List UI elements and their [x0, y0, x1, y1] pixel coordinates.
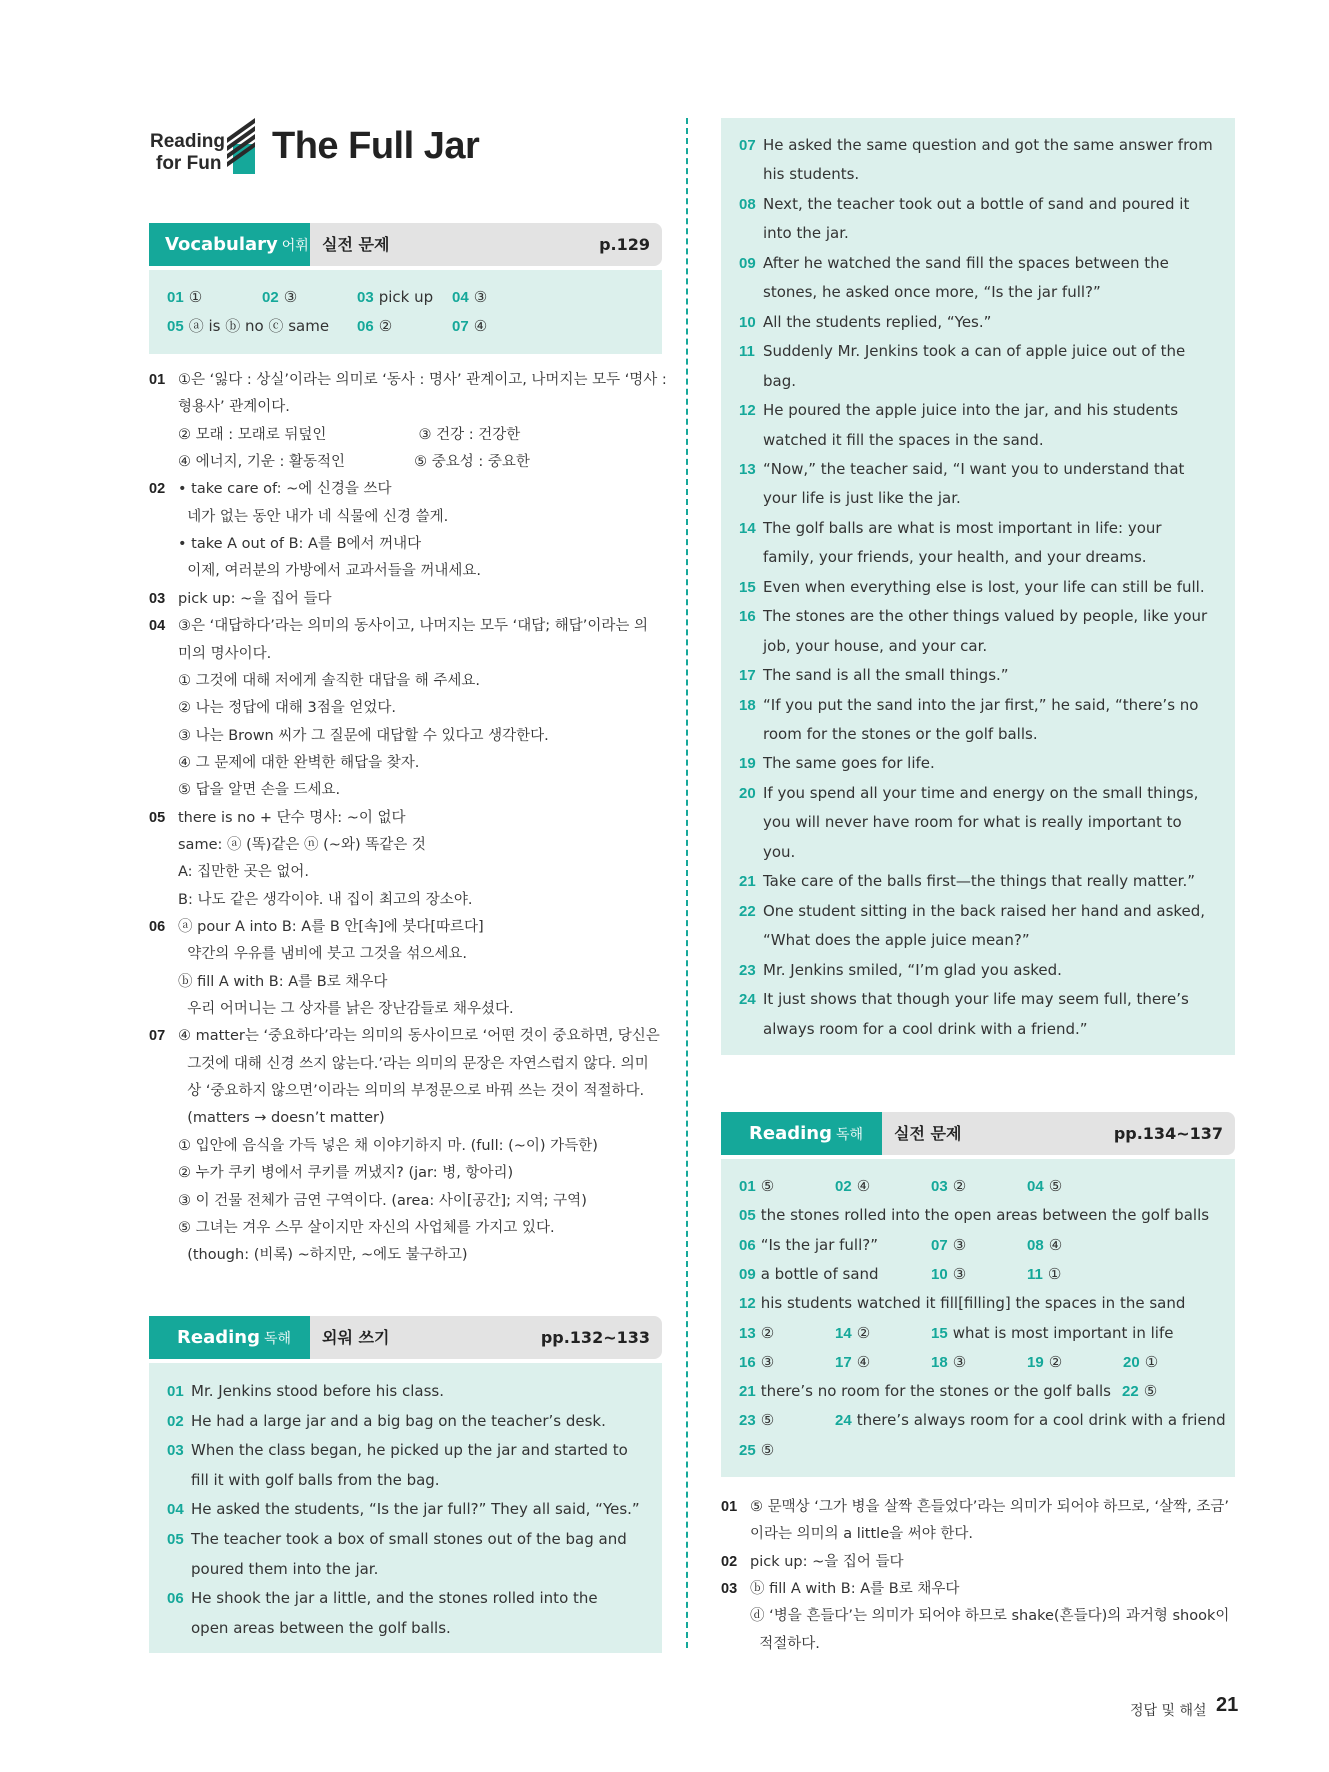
logo-stripes-icon	[225, 118, 259, 176]
column-divider	[686, 118, 688, 1648]
sentence-text: you.	[763, 842, 796, 861]
answer-row	[167, 283, 667, 312]
explanation-number: 03	[149, 590, 166, 607]
answer-text: ③	[952, 1235, 967, 1254]
answer-text: ②	[760, 1323, 775, 1342]
logo-line1: Reading	[150, 131, 225, 152]
sentence-number: 02	[167, 1412, 184, 1430]
sentence-text: Even when everything else is lost, your life can still be full.	[763, 577, 1205, 596]
answer-item	[931, 1172, 966, 1201]
answer-text: ⑤	[1143, 1382, 1158, 1401]
answer-item	[931, 1231, 966, 1260]
answer-text: ④	[1048, 1235, 1063, 1254]
explanation-text: 약간의 우유를 냄비에 붓고 그것을 섞으세요.	[178, 946, 467, 963]
explanation-text: • take care of: ~에 신경을 쓰다	[178, 481, 392, 498]
answer-row	[739, 1436, 1239, 1465]
explanation-text: 우리 어머니는 그 상자를 낡은 장난감들로 채우셨다.	[178, 1001, 514, 1018]
vocab-page-ref: p.129	[599, 235, 650, 254]
sentence-text: job, your house, and your car.	[763, 636, 988, 655]
explanation-number: 01	[149, 372, 166, 388]
answer-number: 02	[262, 289, 279, 306]
footer-page-number: 21	[1216, 1694, 1239, 1716]
vocab-tab-label: Vocabulary	[165, 234, 278, 255]
answer-number: 01	[739, 1178, 756, 1195]
sentence-number: 09	[739, 254, 756, 272]
answer-item	[739, 1406, 774, 1435]
sentence-text: Take care of the balls first—the things that really matter.”	[763, 872, 1195, 891]
answer-number: 21	[739, 1383, 756, 1401]
explanation-text: 적절하다.	[750, 1635, 820, 1652]
sentence-number: 05	[167, 1531, 184, 1548]
sentence-text: The same goes for life.	[763, 754, 935, 773]
sentence-text: He had a large jar and a big bag on the teacher’s desk.	[191, 1411, 606, 1430]
sentence-text: room for the stones or the golf balls.	[763, 725, 1038, 743]
sentence-text: “What does the apple juice mean?”	[763, 931, 1030, 950]
answer-row	[739, 1377, 1239, 1406]
answer-item	[739, 1289, 1185, 1318]
logo-line2: for Fun	[156, 153, 222, 174]
sentence-text: “Now,” the teacher said, “I want you to understand that	[763, 459, 1185, 478]
sentence-text: The sand is all the small things.”	[763, 666, 1009, 685]
sentence-number: 10	[739, 313, 756, 331]
explanation-text: ① 입안에 음식을 가득 넣은 채 이야기하지 마. (full: (~이) 가득한)	[178, 1137, 598, 1154]
answer-item	[167, 312, 329, 341]
explanation-text: ⑤ 답을 알면 손을 드세요.	[178, 782, 341, 799]
answer-item	[1027, 1348, 1062, 1377]
explanation-text: ② 모래 : 모래로 뒤덮인 ③ 건강 : 건강한	[178, 426, 521, 443]
sentence-number: 17	[739, 667, 756, 685]
explanation-text: 그것에 대해 신경 쓰지 않는다.’라는 의미의 문장은 자연스럽지 않다. 의미	[178, 1055, 649, 1072]
explanation-text: ④ 그 문제에 대한 완벽한 해답을 찾자.	[178, 754, 420, 771]
answer-row	[739, 1319, 1239, 1348]
answer-number: 14	[835, 1324, 852, 1342]
sentence-number: 23	[739, 961, 756, 979]
answer-row	[739, 1172, 1239, 1201]
answer-number: 04	[452, 289, 469, 306]
answer-row	[739, 1289, 1239, 1318]
answer-item	[167, 283, 202, 312]
answer-number: 06	[739, 1236, 756, 1254]
sentence-text: your life is just like the jar.	[763, 489, 961, 508]
answer-item	[1122, 1377, 1157, 1406]
sentence-number: 14	[739, 519, 756, 537]
vocab-subtitle: 실전 문제	[322, 235, 390, 254]
explanation-number: 04	[149, 618, 166, 635]
explanation-text: ② 누가 쿠키 병에서 쿠키를 꺼냈지? (jar: 병, 항아리)	[178, 1165, 514, 1182]
explanation-text: ③ 이 건물 전체가 금연 구역이다. (area: 사이[공간]; 지역; 구역)	[178, 1192, 587, 1209]
explanation-number: 02	[149, 481, 166, 498]
sentence-text: It just shows that though your life may seem full, there’s	[763, 990, 1189, 1009]
answer-text: ③	[760, 1352, 775, 1371]
answer-row	[739, 1201, 1239, 1230]
answer-number: 15	[931, 1324, 948, 1342]
answer-row	[739, 1406, 1239, 1435]
reading-tab-ko: 독해	[835, 1127, 864, 1143]
explanation-text: pick up: ~을 집어 들다	[178, 590, 332, 607]
answer-item	[835, 1406, 1226, 1435]
explanation-text: A: 집만한 곳은 없어.	[178, 864, 310, 881]
sentence-number: 13	[739, 460, 756, 478]
answer-row	[739, 1231, 1239, 1260]
explanation-text: same: ⓐ (똑)같은 ⓝ (~와) 똑같은 것	[178, 836, 426, 853]
sentence-text: The stones are the other things valued by people, like your	[763, 607, 1208, 626]
answer-number: 08	[1027, 1236, 1044, 1254]
answer-text: ⑤	[760, 1411, 775, 1430]
sentence-text: stones, he asked once more, “Is the jar full?”	[763, 283, 1101, 302]
answer-item	[1027, 1231, 1062, 1260]
sentence-text: He shook the jar a little, and the stones rolled into the	[191, 1589, 598, 1608]
answer-number: 16	[739, 1353, 756, 1371]
answer-item	[835, 1172, 870, 1201]
answer-text: there’s no room for the stones or the golf balls	[760, 1382, 1111, 1401]
answer-row	[739, 1348, 1239, 1377]
sentence-text: you will never have room for what is really important to	[763, 813, 1182, 832]
answer-text: ②	[856, 1323, 871, 1342]
answer-text: ①	[1047, 1264, 1062, 1283]
answer-number: 11	[1027, 1265, 1043, 1283]
sentence-text: Mr. Jenkins stood before his class.	[191, 1382, 445, 1400]
answer-item	[739, 1201, 1209, 1230]
sentence-text: All the students replied, “Yes.”	[763, 312, 992, 331]
answer-item	[1027, 1260, 1061, 1289]
answer-row	[167, 312, 667, 341]
sentence-text: Next, the teacher took out a bottle of sand and poured it	[763, 194, 1190, 213]
sentence-number: 16	[739, 608, 756, 626]
answer-text: ⓐ is ⓑ no ⓒ same	[188, 317, 330, 335]
writing-tab	[149, 1316, 310, 1359]
sentence-number: 24	[739, 991, 756, 1009]
answer-number: 18	[931, 1353, 948, 1371]
writing-tab-ko: 독해	[263, 1331, 292, 1347]
sentence-text: He poured the apple juice into the jar, and his students	[763, 401, 1179, 420]
explanation-text: (matters → doesn’t matter)	[178, 1110, 385, 1127]
answer-text: ②	[1048, 1352, 1063, 1371]
answer-text: ④	[856, 1177, 871, 1195]
explanation-text: pick up: ~을 집어 들다	[750, 1553, 904, 1570]
explanation-text: there is no + 단수 명사: ~이 없다	[178, 809, 406, 826]
answer-item	[739, 1231, 878, 1260]
answer-text: ①	[1144, 1352, 1159, 1371]
explanation-text: ⓐ pour A into B: A를 B 안[속]에 붓다[따르다]	[178, 919, 484, 935]
explanation-number: 06	[149, 919, 166, 935]
answer-item	[931, 1348, 966, 1377]
answer-number: 03	[931, 1178, 948, 1195]
answer-item	[739, 1377, 1111, 1406]
sentence-number: 03	[167, 1442, 184, 1460]
answer-number: 25	[739, 1441, 756, 1459]
explanation-text: ④ matter는 ‘중요하다’라는 의미의 동사이므로 ‘어떤 것이 중요하면, 당신은	[178, 1028, 660, 1045]
answer-text: ①	[188, 288, 203, 306]
explanation-text: • take A out of B: A를 B에서 꺼내다	[178, 536, 422, 553]
answer-text: ⑤	[760, 1440, 775, 1459]
sentence-text: Mr. Jenkins smiled, “I’m glad you asked.	[763, 960, 1062, 979]
sentence-text: poured them into the jar.	[191, 1559, 379, 1578]
sentence-number: 08	[739, 195, 756, 213]
explanation-number: 02	[721, 1553, 738, 1570]
answer-number: 09	[739, 1265, 756, 1283]
answer-item	[739, 1260, 879, 1289]
answer-number: 06	[357, 318, 374, 335]
answer-number: 04	[1027, 1178, 1044, 1195]
answer-number: 07	[452, 318, 469, 335]
sentence-text: into the jar.	[763, 224, 849, 243]
reading-section-header	[721, 1112, 1235, 1155]
sentence-number: 11	[739, 343, 755, 361]
sentence-number: 01	[167, 1383, 184, 1400]
answer-text: a bottle of sand	[760, 1264, 879, 1283]
explanation-number: 05	[149, 809, 166, 826]
sentence-text: open areas between the golf balls.	[191, 1618, 451, 1637]
reading-tab	[721, 1112, 882, 1155]
reading-tab-label: Reading	[749, 1123, 832, 1144]
sentence-text: always room for a cool drink with a friend.”	[763, 1019, 1088, 1038]
explanation-text: ⓓ ‘병을 흔들다’는 의미가 되어야 하므로 shake(흔들다)의 과거형 shook이	[750, 1608, 1230, 1625]
explanation-text: 형용사’ 관계이다.	[178, 399, 290, 416]
explanation-text: ⓑ fill A with B: A를 B로 채우다	[750, 1580, 960, 1597]
answer-item	[835, 1319, 870, 1348]
sentence-number: 06	[167, 1590, 184, 1608]
reading-page-ref: pp.134~137	[1113, 1124, 1223, 1143]
answer-item	[452, 283, 487, 312]
answer-text: his students watched it fill[filling] the spaces in the sand	[760, 1294, 1186, 1313]
explanation-text: 네가 없는 동안 내가 네 식물에 신경 쓸게.	[178, 508, 449, 525]
writing-subtitle: 외워 쓰기	[322, 1328, 390, 1347]
explanation-text: 이제, 여러분의 가방에서 교과서들을 꺼내세요.	[178, 563, 482, 580]
writing-tab-label: Reading	[177, 1327, 260, 1348]
answer-number: 19	[1027, 1353, 1044, 1371]
sentence-text: He asked the students, “Is the jar full?” They all said, “Yes.”	[191, 1500, 640, 1519]
answer-number: 17	[835, 1353, 852, 1371]
answer-number: 20	[1123, 1353, 1140, 1371]
sentence-text: his students.	[763, 165, 860, 184]
writing-section-header	[149, 1316, 662, 1359]
sentence-text: fill it with golf balls from the bag.	[191, 1470, 440, 1489]
writing-page-ref: pp.132~133	[540, 1328, 650, 1347]
explanation-number: 07	[149, 1028, 166, 1045]
answer-text: ②	[378, 317, 393, 335]
sentence-number: 15	[739, 578, 756, 596]
sentence-text: He asked the same question and got the same answer from	[763, 136, 1213, 154]
sentence-number: 21	[739, 873, 756, 891]
sentence-text: One student sitting in the back raised her hand and asked,	[763, 901, 1206, 920]
answer-number: 13	[739, 1324, 756, 1342]
answer-text: the stones rolled into the open areas between the golf balls	[760, 1206, 1210, 1225]
sentence-number: 20	[739, 784, 756, 802]
answer-number: 22	[1122, 1383, 1139, 1401]
explanation-text: (though: (비록) ~하지만, ~에도 불구하고)	[178, 1247, 468, 1264]
explanation-text: ③은 ‘대답하다’라는 의미의 동사이고, 나머지는 모두 ‘대답; 해답’이라는 의	[178, 618, 648, 635]
explanation-text: ①은 ‘잃다 : 상실’이라는 의미로 ‘동사 : 명사’ 관계이고, 나머지는 모두 ‘명사 :	[178, 372, 667, 388]
explanation-number: 03	[721, 1580, 738, 1597]
answer-text: pick up	[378, 288, 434, 306]
answer-row	[739, 1260, 1239, 1289]
answer-text: ③	[283, 288, 298, 306]
answer-item	[739, 1319, 774, 1348]
explanation-text: 미의 명사이다.	[178, 645, 272, 662]
sentence-text: The teacher took a box of small stones out of the bag and	[191, 1530, 627, 1548]
answer-text: ⑤	[1048, 1177, 1063, 1195]
answer-item	[1027, 1172, 1062, 1201]
sentence-number: 07	[739, 137, 756, 154]
answer-text: ④	[473, 317, 488, 335]
answer-text: ③	[473, 288, 488, 306]
logo-text	[150, 131, 225, 175]
answer-number: 03	[357, 289, 374, 306]
explanation-text: ⓑ fill A with B: A를 B로 채우다	[178, 973, 388, 990]
answer-item	[357, 312, 392, 341]
sentence-text: After he watched the sand fill the spaces between the	[763, 253, 1169, 272]
explanation-text: ④ 에너지, 기운 : 활동적인 ⑤ 중요성 : 중요한	[178, 454, 530, 471]
sentence-text: If you spend all your time and energy on the small things,	[763, 783, 1199, 802]
answer-text: what is most important in life	[952, 1323, 1174, 1342]
explanation-text: ① 그것에 대해 저에게 솔직한 대답을 해 주세요.	[178, 672, 480, 689]
sentence-text: bag.	[763, 371, 797, 390]
explanation-text: ⑤ 그녀는 겨우 스무 살이지만 자신의 사업체를 가지고 있다.	[178, 1219, 555, 1236]
vocab-tab-ko: 어휘	[281, 238, 309, 254]
explanation-text: 상 ‘중요하지 않으면’이라는 의미의 부정문으로 바꿔 쓰는 것이 적절하다.	[178, 1083, 645, 1100]
answer-item	[357, 283, 433, 312]
answer-item	[739, 1172, 774, 1201]
sentence-text: watched it fill the spaces in the sand.	[763, 430, 1044, 449]
answer-text: ②	[952, 1177, 967, 1195]
answer-number: 02	[835, 1178, 852, 1195]
answer-item	[739, 1436, 774, 1465]
answer-item	[452, 312, 487, 341]
sentence-text: “If you put the sand into the jar first,” he said, “there’s no	[763, 695, 1199, 714]
sentence-number: 12	[739, 402, 756, 420]
sentence-text: Suddenly Mr. Jenkins took a can of apple juice out of the	[763, 342, 1186, 361]
sentence-text: When the class began, he picked up the jar and started to	[191, 1441, 628, 1460]
answer-item	[1123, 1348, 1158, 1377]
explanation-text: 이라는 의미의 a little을 써야 한다.	[750, 1526, 973, 1543]
answer-item	[931, 1319, 1173, 1348]
explanation-text: ③ 나는 Brown 씨가 그 질문에 대답할 수 있다고 생각한다.	[178, 727, 549, 744]
explanation-text: B: 나도 같은 생각이야. 내 집이 최고의 장소야.	[178, 891, 473, 908]
answer-number: 12	[739, 1295, 756, 1313]
answer-item	[739, 1348, 774, 1377]
answer-item	[262, 283, 297, 312]
answer-number: 10	[931, 1265, 948, 1283]
sentence-text: family, your friends, your health, and your dreams.	[763, 548, 1147, 567]
answer-number: 05	[739, 1207, 756, 1225]
sentence-text: The golf balls are what is most important in life: your	[763, 518, 1162, 537]
answer-text: ⑤	[760, 1177, 775, 1195]
explanation-text: ⑤ 문맥상 ‘그가 병을 살짝 흔들었다’라는 의미가 되어야 하므로, ‘살짝, 조금’	[750, 1499, 1229, 1515]
explanation-text: ② 나는 정답에 대해 3점을 얻었다.	[178, 700, 396, 717]
answer-text: there’s always room for a cool drink with a friend	[856, 1411, 1226, 1430]
answer-text: ④	[856, 1352, 871, 1371]
answer-item	[931, 1260, 966, 1289]
sentence-number: 18	[739, 696, 756, 714]
sentence-number: 22	[739, 902, 756, 920]
answer-text: “Is the jar full?”	[760, 1235, 878, 1254]
footer-label: 정답 및 해설	[1130, 1703, 1207, 1719]
vocab-section-header	[149, 223, 662, 266]
reading-subtitle: 실전 문제	[894, 1124, 962, 1143]
answer-number: 07	[931, 1236, 948, 1254]
answer-text: ③	[952, 1264, 967, 1283]
answer-text: ③	[952, 1352, 967, 1371]
explanation-number: 01	[721, 1499, 738, 1515]
vocab-tab	[149, 223, 310, 266]
sentence-number: 04	[167, 1501, 184, 1519]
answer-number: 24	[835, 1412, 852, 1430]
answer-number: 23	[739, 1412, 756, 1430]
answer-number: 05	[167, 318, 184, 335]
page-title: The Full Jar	[272, 125, 480, 167]
answer-number: 01	[167, 289, 184, 306]
answer-item	[835, 1348, 870, 1377]
sentence-number: 19	[739, 755, 756, 773]
